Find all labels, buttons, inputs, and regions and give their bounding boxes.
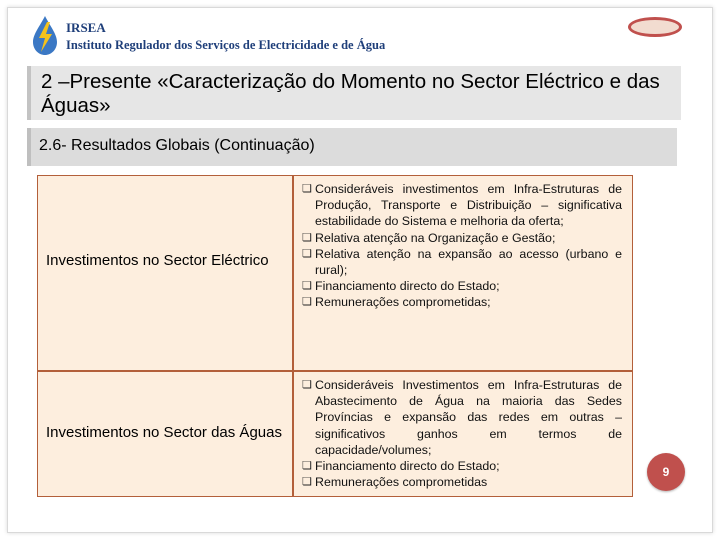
- list-item: [302, 474, 622, 490]
- checkbox-bullet-icon: ❏: [302, 231, 312, 244]
- list-item-text: Financiamento directo do Estado;: [315, 459, 500, 474]
- list-item-text: Relativa atenção na expansão ao acesso (urbano e rural);: [315, 246, 622, 278]
- list-item: [302, 377, 622, 458]
- checkbox-bullet-icon: ❏: [302, 280, 312, 293]
- list-item-text: Consideráveis Investimentos em Infra-Estruturas de Abastecimento de Água na maioria das Sedes Províncias e expansão das redes em outras – significativos ganhos em termos de capacidade/volumes;: [315, 378, 622, 457]
- row-label-water: Investimentos no Sector das Águas: [46, 424, 282, 441]
- list-item-text: Consideráveis investimentos em Infra-Estruturas de Produção, Transporte e Distribuição – significativa estabilidade do Sistema e melhoria da oferta;: [315, 182, 622, 229]
- table-cell-label: [37, 371, 293, 497]
- list-item: [302, 181, 622, 230]
- checkbox-bullet-icon: ❏: [302, 183, 312, 195]
- table-cell-items: [293, 371, 633, 497]
- checkbox-bullet-icon: ❏: [302, 379, 312, 391]
- slide-subtitle: 2.6- Resultados Globais (Continuação): [39, 137, 315, 154]
- list-item: [302, 278, 622, 294]
- checkbox-bullet-icon: ❏: [302, 296, 312, 309]
- list-item: [302, 230, 622, 246]
- list-item: [302, 294, 622, 310]
- row-label-electric: Investimentos no Sector Eléctrico: [46, 252, 269, 269]
- title-band: [27, 66, 681, 120]
- org-full-name: Instituto Regulador dos Serviços de Electricidade e de Água: [66, 38, 386, 52]
- checkbox-bullet-icon: ❏: [302, 247, 312, 260]
- page-number: 9: [647, 453, 685, 491]
- checkbox-bullet-icon: ❏: [302, 476, 312, 489]
- decorative-oval: [628, 17, 682, 37]
- bullet-list: [302, 377, 622, 490]
- table-cell-label: [37, 175, 293, 371]
- water-drop-lightning-icon: [28, 14, 62, 56]
- list-item: [302, 246, 622, 278]
- list-item: [302, 458, 622, 474]
- list-item-text: Relativa atenção na Organização e Gestão;: [315, 230, 556, 245]
- list-item-text: Remunerações comprometidas;: [315, 295, 491, 310]
- slide-title: 2 –Presente «Caracterização do Momento no Sector Eléctrico e das Águas»: [41, 70, 660, 117]
- org-name: IRSEA: [66, 20, 106, 35]
- list-item-text: Financiamento directo do Estado;: [315, 279, 500, 294]
- table-cell-items: [293, 175, 633, 371]
- subtitle-band: [27, 128, 677, 166]
- list-item-text: Remunerações comprometidas: [315, 475, 488, 490]
- checkbox-bullet-icon: ❏: [302, 460, 312, 473]
- logo: [28, 14, 488, 58]
- bullet-list: [302, 181, 622, 311]
